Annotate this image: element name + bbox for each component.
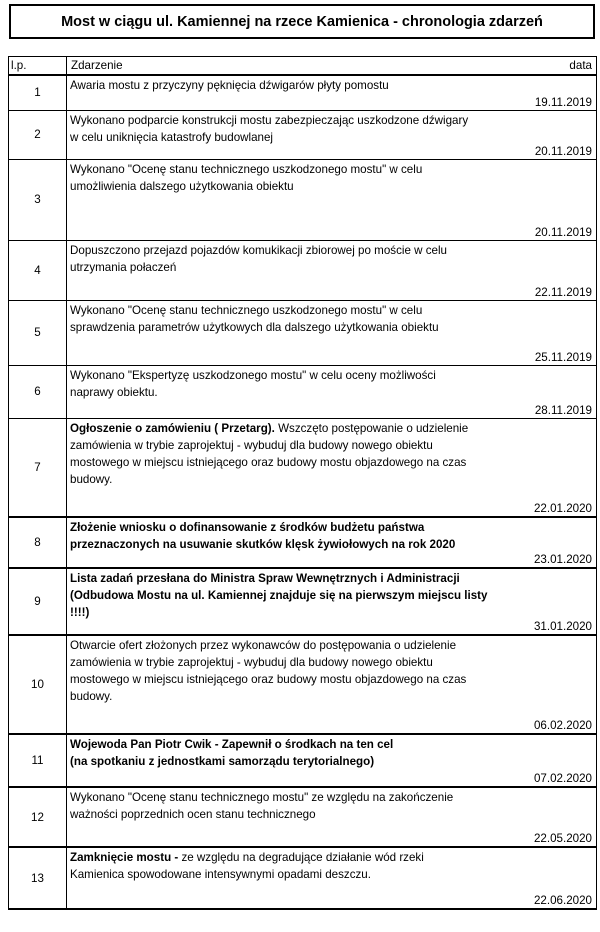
event-line-bold: Złożenie wniosku o dofinansowanie z środków budżetu państwa [70,521,425,534]
event-line-bold: (Odbudowa Mostu na ul. Kamiennej znajduje się na pierwszym miejscu listy [70,589,488,602]
row-number: 2 [9,110,67,159]
table-row [9,787,597,847]
event-line-text: zamówienia w trybie zaprojektuj - wybuduj dla budowy nowego obiektu [70,438,433,452]
event-cell [67,159,597,240]
event-description [67,569,596,621]
event-cell [67,635,597,734]
event-line [70,789,592,806]
event-cell [67,418,597,517]
event-description [67,419,596,488]
event-date: 22.06.2020 [533,894,592,907]
event-line [70,112,592,129]
event-line-text: Kamienica spowodowane intensywnymi opadami deszczu. [70,868,371,881]
event-cell [67,787,597,847]
row-number: 7 [9,418,67,517]
event-date: 22.05.2020 [533,832,592,845]
event-description [67,160,596,195]
row-number: 3 [9,159,67,240]
event-description [67,76,596,94]
event-description [67,518,596,553]
table-row [9,300,597,365]
table-row [9,517,597,568]
event-description [67,366,596,401]
event-description [67,848,596,883]
event-line-text: Otwarcie ofert złożonych przez wykonawców do postępowania o udzielenie [70,639,457,652]
column-header-event-cell [67,57,597,76]
event-line [70,454,592,471]
row-number: 4 [9,240,67,300]
row-number: 9 [9,568,67,635]
event-line-text: zamówienia w trybie zaprojektuj - wybuduj dla budowy nowego obiektu [70,656,433,669]
event-date: 19.11.2019 [534,95,592,109]
event-line-bold: Zamknięcie mostu - [70,851,179,864]
event-line [70,367,592,384]
event-line-text: Wykonano "Ocenę stanu technicznego uszkodzonego mostu" w celu [70,303,423,317]
event-description [67,735,596,770]
event-cell [67,365,597,418]
event-line [70,319,592,336]
event-line-text: Wykonano "Ocenę stanu technicznego mostu" ze względu na zakończenie [70,791,454,804]
event-cell [67,300,597,365]
table-row [9,568,597,635]
event-line-bold: !!!!) [70,606,90,619]
event-line-text: Dopuszczono przejazd pojazdów komukikacji zbiorowej po moście w celu [70,243,447,257]
table-row [9,240,597,300]
event-line [70,849,592,866]
event-line-bold: Wojewoda Pan Piotr Cwik - Zapewnił o środkach na ten cel [70,738,394,751]
row-number: 13 [9,847,67,909]
event-line [70,519,592,536]
event-line [70,753,592,770]
row-number: 8 [9,517,67,568]
event-line-bold: przeznaczonych na usuwanie skutków klęsk żywiołowych na rok 2020 [70,538,456,551]
event-line [70,259,592,276]
event-cell [67,517,597,568]
event-line-text: ze względu na degradujące działanie wód rzeki [178,851,424,864]
event-date: 06.02.2020 [533,719,592,732]
event-description [67,788,596,823]
event-line-text: Wykonano podparcie konstrukcji mostu zabezpieczając uszkodzone dźwigary [70,113,469,127]
event-cell [67,734,597,787]
event-date: 22.11.2019 [534,285,592,299]
event-line-bold: Lista zadań przesłana do Ministra Spraw Wewnętrznych i Administracji [70,572,460,585]
event-line [70,866,592,883]
event-cell [67,75,597,110]
column-header-lp: l.p. [9,57,67,76]
event-line [70,570,592,587]
row-number: 10 [9,635,67,734]
event-line-text: Wykonano "Ekspertyzę uszkodzonego mostu" w celu oceny możliwości [70,368,436,382]
event-line [70,302,592,319]
event-date: 07.02.2020 [533,772,592,785]
table-row [9,365,597,418]
event-line-text: naprawy obiektu. [70,385,158,399]
event-line [70,654,592,671]
column-header-event: Zdarzenie [71,59,123,72]
event-line-text: sprawdzenia parametrów użytkowych dla dalszego użytkowania obiektu [70,320,439,334]
event-cell [67,568,597,635]
table-row [9,847,597,909]
event-line [70,384,592,401]
event-line [70,77,592,94]
event-line [70,688,592,705]
event-line [70,587,592,604]
event-date: 31.01.2020 [533,620,592,633]
event-description [67,111,596,146]
event-description [67,301,596,336]
event-description [67,241,596,276]
table-row [9,159,597,240]
table-row [9,75,597,110]
event-line [70,161,592,178]
event-line-text: Awaria mostu z przyczyny pęknięcia dźwigarów płyty pomostu [70,79,389,92]
event-line-text: Wszczęto postępowanie o udzielenie [274,421,469,435]
row-number: 11 [9,734,67,787]
row-number: 1 [9,75,67,110]
event-line [70,671,592,688]
event-line-text: utrzymania połaczeń [70,260,177,274]
event-description [67,636,596,705]
chronology-table [8,56,597,910]
table-row [9,635,597,734]
event-line-text: mostowego w miejscu istniejącego oraz budowy mostu objazdowego na czas [70,673,467,686]
event-line [70,604,592,621]
table-row [9,418,597,517]
event-date: 20.11.2019 [534,144,592,158]
document-title: Most w ciągu ul. Kamiennej na rzece Kamienica - chronologia zdarzeń [9,4,595,39]
event-line [70,806,592,823]
row-number: 6 [9,365,67,418]
event-cell [67,240,597,300]
event-cell [67,110,597,159]
event-line [70,536,592,553]
event-date: 22.01.2020 [533,502,592,515]
event-line-bold: Ogłoszenie o zamówieniu ( Przetarg). [70,421,275,435]
event-line [70,736,592,753]
event-line [70,129,592,146]
event-date: 20.11.2019 [534,225,592,239]
table-header-row [9,57,597,76]
event-cell [67,847,597,909]
event-line-text: budowy. [70,690,113,703]
table-row [9,734,597,787]
event-line-text: w celu uniknięcia katastrofy budowlanej [70,130,274,144]
event-line-text: umożliwienia dalszego użytkowania obiektu [70,179,294,193]
column-header-date: data [569,59,592,72]
event-line [70,420,592,437]
event-date: 28.11.2019 [534,403,592,417]
event-line [70,437,592,454]
event-line-text: ważności poprzednich ocen stanu technicznego [70,808,316,821]
event-line-bold: (na spotkaniu z jednostkami samorządu terytorialnego) [70,755,375,768]
row-number: 12 [9,787,67,847]
event-date: 23.01.2020 [533,553,592,566]
event-line-text: Wykonano "Ocenę stanu technicznego uszkodzonego mostu" w celu [70,162,423,176]
event-line [70,471,592,488]
event-line [70,242,592,259]
event-date: 25.11.2019 [534,350,592,364]
row-number: 5 [9,300,67,365]
table-row [9,110,597,159]
event-line-text: budowy. [70,472,113,486]
event-line [70,637,592,654]
event-line-text: mostowego w miejscu istniejącego oraz budowy mostu objazdowego na czas [70,455,467,469]
event-line [70,178,592,195]
